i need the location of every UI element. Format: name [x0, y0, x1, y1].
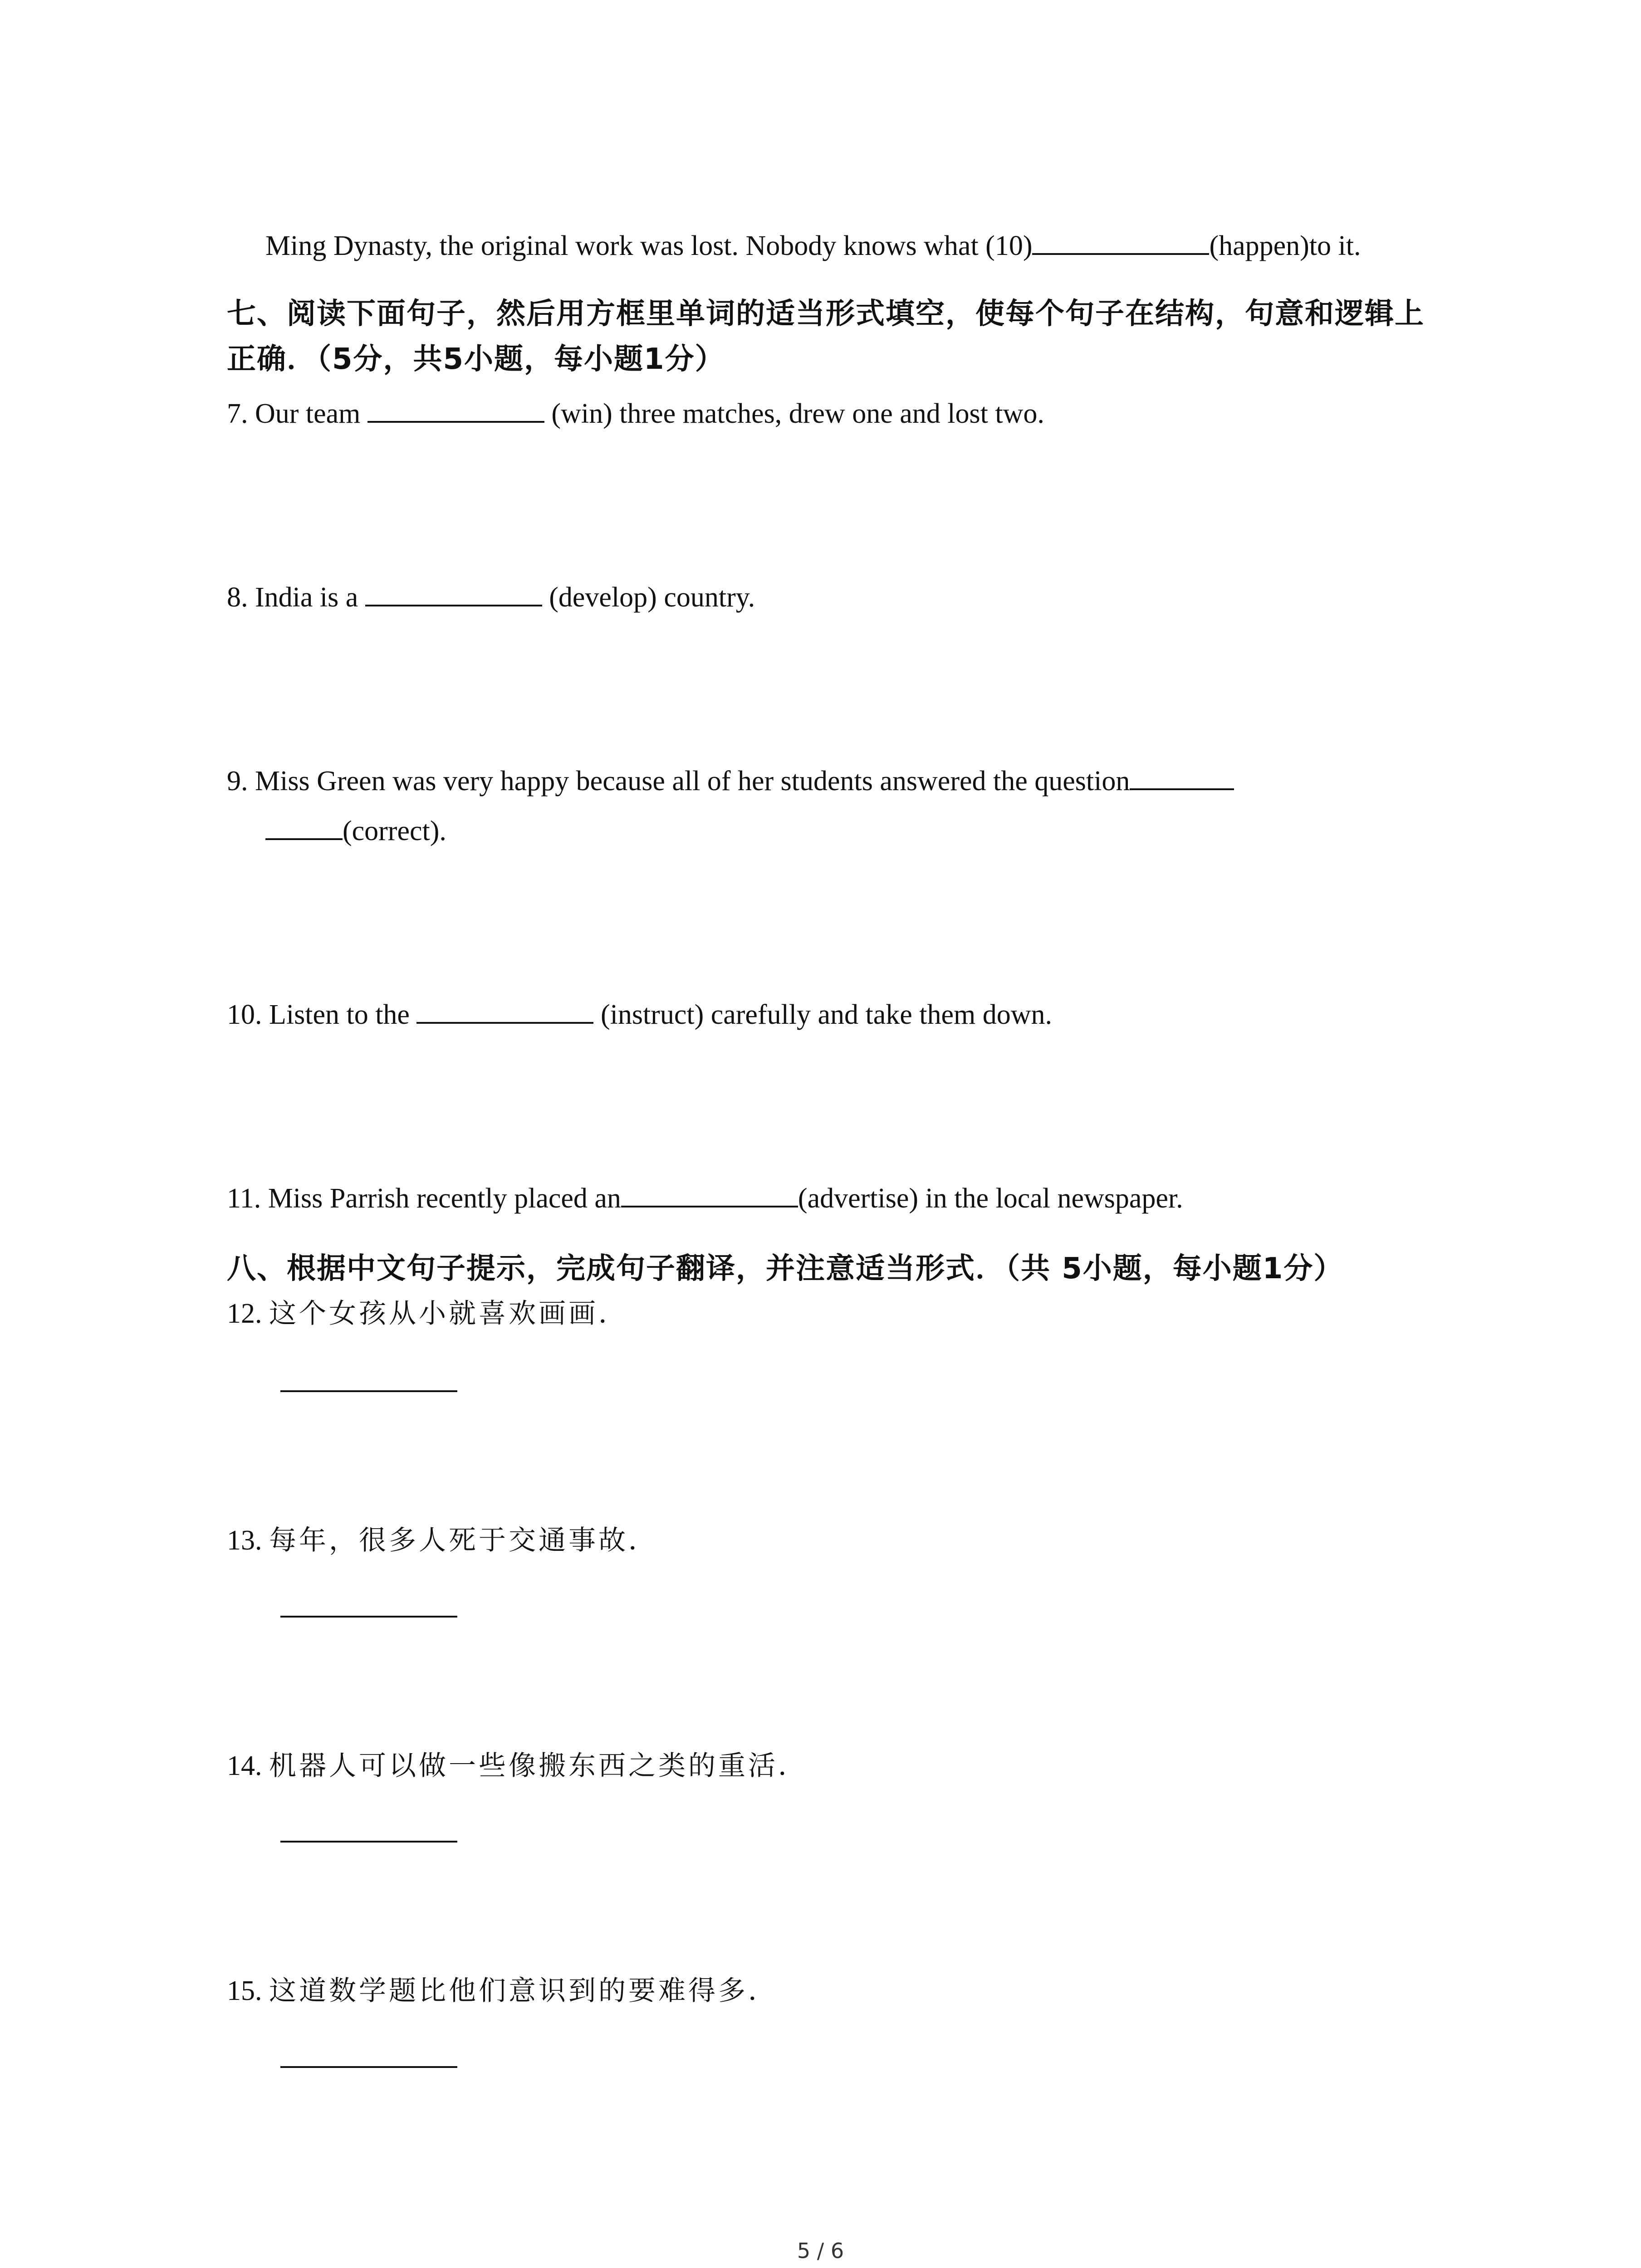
answer-blank-q11[interactable]	[621, 1179, 798, 1207]
question-7	[227, 395, 1044, 428]
question-text-after: (correct).	[343, 816, 446, 846]
question-number: 7.	[227, 398, 248, 429]
question-text-before: India is a	[255, 582, 358, 613]
question-text-before: Miss Parrish recently placed an	[268, 1183, 621, 1214]
question-text-after: (instruct) carefully and take them down.	[600, 999, 1053, 1030]
question-number: 11.	[227, 1183, 261, 1214]
question-text-after: (advertise) in the local newspaper.	[798, 1183, 1183, 1214]
question-8	[227, 578, 755, 611]
answer-line-q15[interactable]	[280, 2066, 457, 2068]
answer-blank-q9-part1[interactable]	[1130, 762, 1234, 790]
question-number: 10.	[227, 999, 262, 1030]
question-text-before: Miss Green was very happy because all of her students answered the question	[255, 766, 1130, 797]
section-7-heading-line-2: 正确．（5分，共5小题，每小题1分）	[227, 342, 725, 376]
passage-text-after: (happen)to it.	[1209, 230, 1361, 261]
question-number: 15.	[227, 1975, 262, 2006]
section-7-heading-line-1: 七、阅读下面句子，然后用方框里单词的适当形式填空，使每个句子在结构，句意和逻辑上	[227, 297, 1425, 331]
answer-blank-10[interactable]	[1032, 227, 1209, 255]
page-number: 5 / 6	[797, 2239, 844, 2263]
answer-blank-q9-part2[interactable]	[265, 812, 343, 840]
question-number: 9.	[227, 766, 248, 797]
question-9	[227, 762, 1234, 795]
question-text-after: (develop) country.	[549, 582, 755, 613]
passage-continuation-line	[265, 227, 1361, 260]
question-15	[227, 1977, 778, 2005]
question-number: 12.	[227, 1298, 262, 1329]
question-number: 14.	[227, 1750, 262, 1781]
answer-blank-q10[interactable]	[416, 996, 593, 1024]
question-text-before: Our team	[255, 398, 361, 429]
question-chinese-text: 这个女孩从小就喜欢画画．	[269, 1298, 628, 1330]
section-8-heading: 八、根据中文句子提示，完成句子翻译，并注意适当形式．（共 5小题，每小题1分）	[227, 1252, 1344, 1286]
question-chinese-text: 这道数学题比他们意识到的要难得多．	[269, 1975, 778, 2007]
answer-line-q14[interactable]	[280, 1841, 457, 1843]
answer-line-q12[interactable]	[280, 1390, 457, 1392]
answer-line-q13[interactable]	[280, 1616, 457, 1618]
question-14	[227, 1752, 808, 1780]
question-12	[227, 1300, 628, 1328]
question-chinese-text: 机器人可以做一些像搬东西之类的重活．	[269, 1750, 808, 1782]
passage-text-before: Ming Dynasty, the original work was lost. Nobody knows what (10)	[265, 230, 1033, 261]
question-text-before: Listen to the	[269, 999, 410, 1030]
question-chinese-text: 每年，很多人死于交通事故．	[269, 1525, 658, 1556]
question-number: 13.	[227, 1525, 262, 1556]
answer-blank-q7[interactable]	[367, 395, 544, 423]
question-9-continuation	[265, 812, 446, 845]
question-number: 8.	[227, 582, 248, 613]
question-13	[227, 1526, 658, 1554]
question-10	[227, 996, 1052, 1029]
question-11	[227, 1179, 1183, 1212]
question-text-after: (win) three matches, drew one and lost two.	[551, 398, 1044, 429]
answer-blank-q8[interactable]	[365, 578, 542, 606]
